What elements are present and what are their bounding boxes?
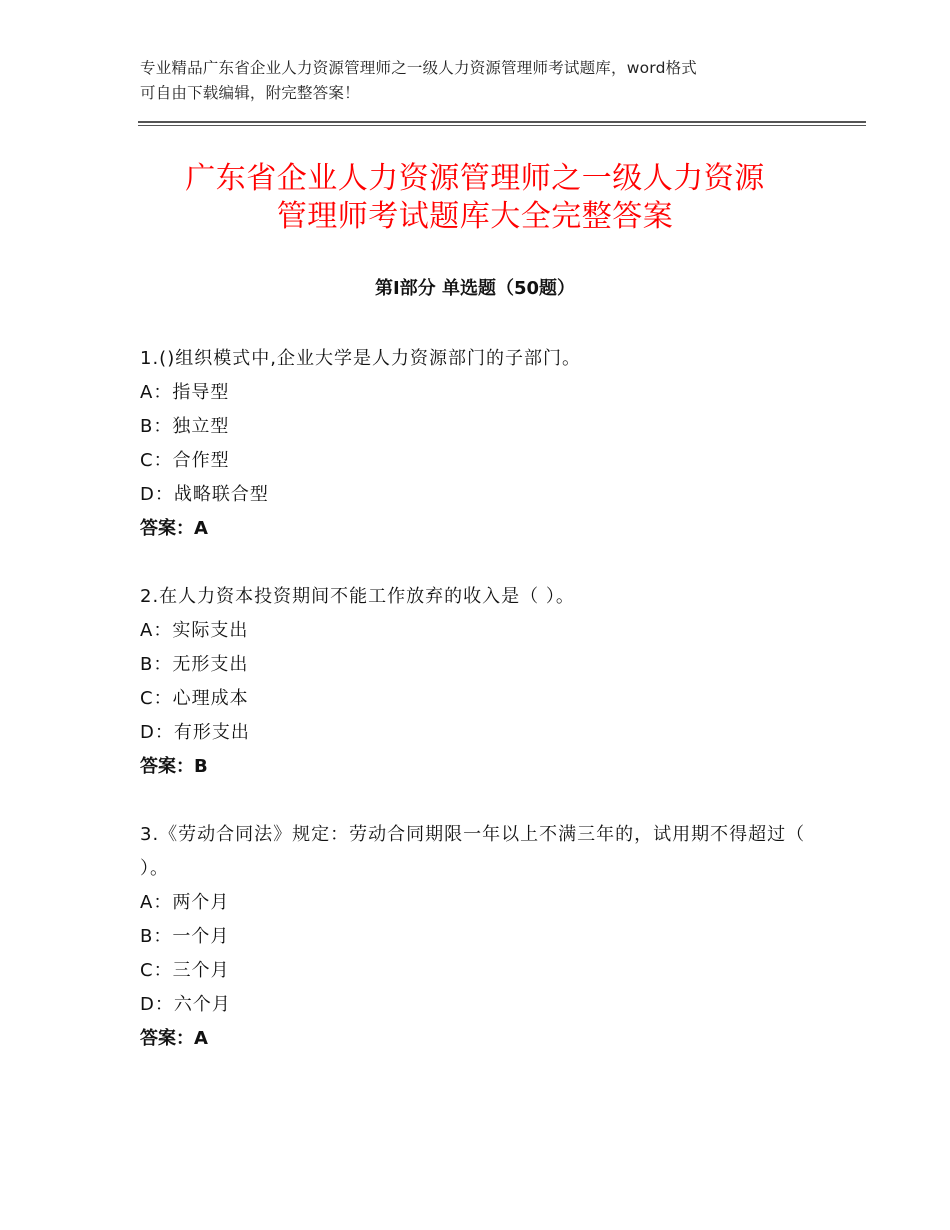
document-title-line-2: 管理师考试题库大全完整答案 (276, 199, 674, 234)
option-c: C：三个月 (140, 960, 230, 981)
header-divider-thick (138, 121, 866, 123)
option-d: D：战略联合型 (140, 484, 269, 505)
header-note-line-2: 可自由下载编辑，附完整答案！ (140, 84, 360, 102)
answer: 答案：B (140, 756, 208, 777)
section-heading: 第Ⅰ部分 单选题（50题） (374, 278, 575, 299)
question-list (140, 342, 820, 1090)
option-c: C：合作型 (140, 450, 230, 471)
option-b: B：独立型 (140, 416, 230, 437)
answer: 答案：A (140, 518, 208, 539)
header-note (140, 56, 840, 106)
option-a: A：两个月 (140, 892, 230, 913)
option-b: B：一个月 (140, 926, 230, 947)
question-stem: 3.《劳动合同法》规定：劳动合同期限一年以上不满三年的，试用期不得超过（ ）。 (140, 824, 806, 879)
question-stem: 1.()组织模式中,企业大学是人力资源部门的子部门。 (140, 348, 581, 369)
option-a: A：指导型 (140, 382, 230, 403)
answer: 答案：A (140, 1028, 208, 1049)
question-2 (140, 580, 820, 784)
option-d: D：六个月 (140, 994, 231, 1015)
option-c: C：心理成本 (140, 688, 249, 709)
header-divider-thin (138, 125, 866, 126)
question-1 (140, 342, 820, 546)
option-b: B：无形支出 (140, 654, 249, 675)
header-note-line-1: 专业精品广东省企业人力资源管理师之一级人力资源管理师考试题库，word格式 (140, 59, 698, 77)
document-title (100, 160, 850, 236)
question-stem: 2.在人力资本投资期间不能工作放弃的收入是（ ）。 (140, 586, 575, 607)
option-a: A：实际支出 (140, 620, 249, 641)
document-title-line-1: 广东省企业人力资源管理师之一级人力资源 (185, 161, 765, 196)
option-d: D：有形支出 (140, 722, 250, 743)
header-divider (138, 121, 866, 127)
question-3 (140, 818, 820, 1056)
